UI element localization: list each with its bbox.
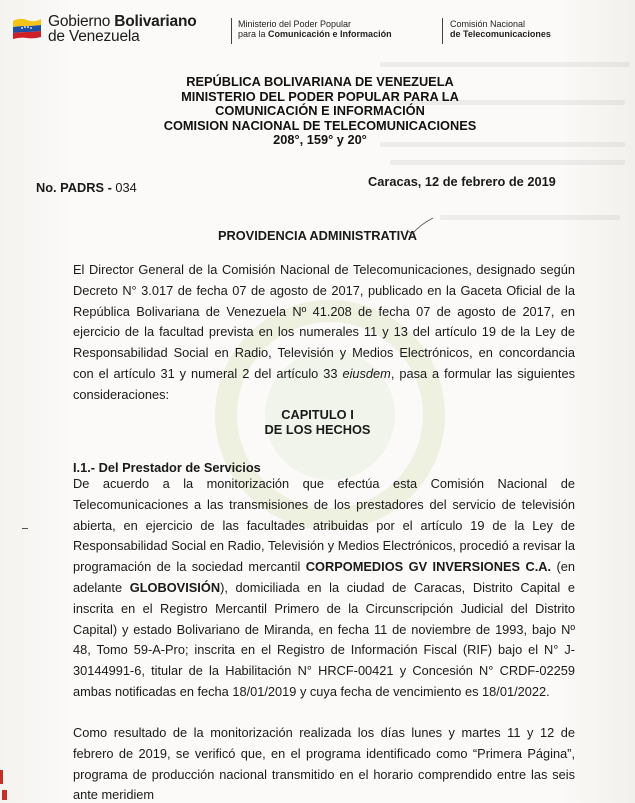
bleed-through-line bbox=[440, 215, 620, 220]
gov-prefix: Gobierno bbox=[48, 13, 111, 30]
place-date: Caracas, 12 de febrero de 2019 bbox=[368, 174, 556, 189]
section-text: ), domiciliada en la ciudad de Caracas, Distrito Capital e inscrita en el Registro Mercantil Primero de la Circunscripción Judicial del Distrito Capital) y estado Bolivariano de Miranda, en fecha 11 de noviembre de 1993, bajo Nº 48, Tomo 59-A-Pro; inscrita en el Registro de Información Fiscal (RIF) bajo el N° J-30144991-6, titular de la Habilitación N° HRCF-00421 y Concesión N° CRDF-02259 ambas notificadas en fecha 18/01/2019 y cuya fecha de vencimiento es 18/01/2022. bbox=[73, 579, 575, 699]
title-line: COMISION NACIONAL DE TELECOMUNICACIONES bbox=[163, 117, 477, 133]
reference-number bbox=[36, 180, 137, 195]
title-line: MINISTERIO DEL PODER POPULAR PARA LA bbox=[181, 88, 459, 104]
title-line: 208°, 159° y 20° bbox=[273, 132, 367, 147]
brand-name: GLOBOVISIÓN bbox=[129, 579, 221, 595]
ministry-name bbox=[238, 19, 392, 39]
venezuela-flag-icon bbox=[12, 16, 42, 40]
section-text: De acuerdo a la monitorización que efectúa esta Comisión Nacional de Telecomunicaciones a las transmisiones de los prestadores del servicio de televisión abierta, en ejercicio de las facultades atribuidas por el artículo 19 de la Ley de Responsabilidad Social en Radio, Televisión y Medios Electrónicos, procedió a revisar la programación de la sociedad mercantil bbox=[73, 476, 575, 575]
ministry-line2-prefix: para la bbox=[238, 29, 266, 39]
margin-mark bbox=[0, 770, 3, 784]
chapter-number: CAPITULO I bbox=[281, 407, 354, 422]
intro-paragraph bbox=[73, 260, 575, 406]
intro-italic: eiusdem bbox=[342, 365, 391, 381]
document-type-heading: PROVIDENCIA ADMINISTRATIVA bbox=[217, 228, 418, 243]
section-text: (en adelante bbox=[73, 559, 575, 595]
title-line: REPÚBLICA BOLIVARIANA DE VENEZUELA bbox=[186, 74, 454, 89]
margin-tick bbox=[22, 528, 28, 529]
company-name: CORPOMEDIOS GV INVERSIONES C.A. bbox=[305, 559, 552, 575]
handwritten-check-icon bbox=[405, 216, 435, 236]
ministry-line1: Ministerio del Poder Popular bbox=[238, 19, 352, 29]
agency-line1: Comisión Nacional bbox=[450, 19, 526, 29]
reference-value: 034 bbox=[115, 180, 137, 195]
result-paragraph: Como resultado de la monitorización realizada los días lunes y martes 11 y 12 de febrero de 2019, se verificó que, en el programa identificado como “Primera Página”, programa de producción nacional transmitido en el horario comprendido entre las seis ante meridiem bbox=[73, 725, 575, 803]
margin-mark bbox=[2, 790, 7, 800]
issuing-authority-title bbox=[100, 75, 540, 148]
header-divider bbox=[442, 18, 443, 44]
intro-text-end: , pasa a formular las siguientes consideraciones: bbox=[73, 365, 575, 402]
section-paragraph bbox=[73, 474, 575, 703]
reference-label: No. PADRS - bbox=[36, 180, 112, 195]
government-name bbox=[48, 14, 197, 44]
title-line: COMUNICACIÓN E INFORMACIÓN bbox=[215, 103, 425, 118]
bleed-through-line bbox=[380, 62, 630, 67]
gov-bold: Bolivariano bbox=[114, 13, 197, 30]
header-divider bbox=[231, 18, 232, 44]
letterhead bbox=[12, 14, 622, 46]
ministry-line2-bold: Comunicación e Información bbox=[268, 29, 392, 39]
bleed-through-line bbox=[390, 160, 625, 165]
agency-line2: de Telecomunicaciones bbox=[450, 29, 551, 39]
agency-name bbox=[450, 19, 551, 39]
gov-line2: de Venezuela bbox=[48, 28, 140, 45]
section-heading: I.1.- Del Prestador de Servicios bbox=[73, 460, 261, 475]
intro-text: El Director General de la Comisión Nacional de Telecomunicaciones, designado según Decreto N° 3.017 de fecha 07 de agosto de 2017, publicado en la Gaceta Oficial de la República Bolivariana de Venezuela Nº 41.208 de fecha 07 de agosto de 2017, en ejercicio de la facultad prevista en los numerales 11 y 13 del artículo 19 de la Ley de Responsabilidad Social en Radio, Televisión y Medios Electrónicos, en concordancia con el artículo 31 y numeral 2 del artículo 33 bbox=[73, 262, 575, 381]
chapter-title: DE LOS HECHOS bbox=[264, 422, 371, 437]
